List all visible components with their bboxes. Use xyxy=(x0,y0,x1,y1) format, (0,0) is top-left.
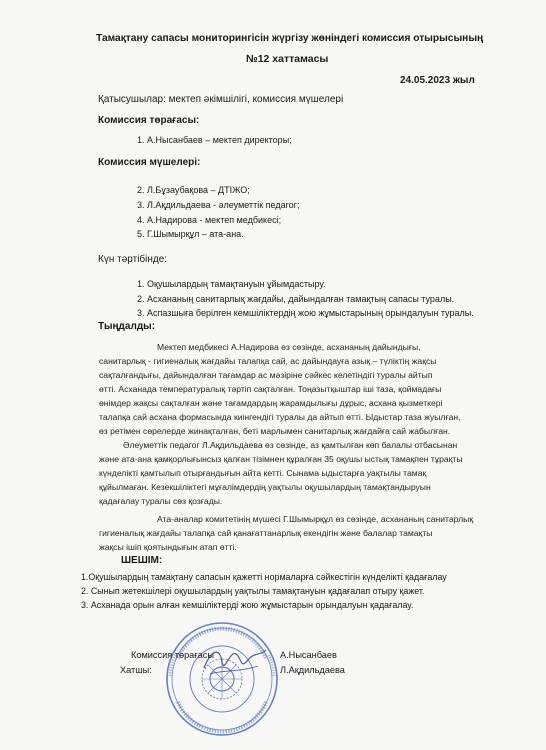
signature-role: Комиссия төрағасы xyxy=(131,650,214,660)
decision-item: 2. Сынып жетекшілері оқушылардың уақтылы тамақтануын қадағалап отыру қажет. xyxy=(81,586,425,596)
signature-role: Хатшы: xyxy=(120,665,152,675)
paragraph-line: санитарлық - гигиеналық жағдайы талапқа сай, ас дайындауға азық – түліктің жақсы xyxy=(99,356,437,366)
document-title: Тамақтану сапасы мониторингісін жүргізу жөніндегі комиссия отырысының xyxy=(96,33,484,44)
chair-item: 1. А.Нысанбаев – мектеп директоры; xyxy=(137,135,292,145)
paragraph-line: Әлеуметтік педагог Л.Ақдильдаева өз сөзінде, аз қамтылған көп балалы отбасынан xyxy=(123,440,458,450)
paragraph-line: гигиеналық жағдайы талапқа сай қанағаттанарлық екендігін және балалар тамақты xyxy=(99,528,433,538)
handwritten-signature xyxy=(200,640,270,680)
participants-line: Қатысушылар: мектеп әкімшілігі, комиссия мүшелері xyxy=(98,94,344,105)
paragraph-line: құйылмаған. Кезекшіліктегі мұғалімдердің уақтылы оқушылардың тамақтандыруын xyxy=(99,482,431,492)
decision-item: 1.Оқушылардың тамақтану сапасын қажетті нормаларға сәйкестігін күнделікті қадағалау xyxy=(81,572,447,582)
paragraph-line: және ата-ана қамқорлығынсыз қалған тізімнен құралған 35 оқушы ыстық тамақпен тұрақты xyxy=(99,454,463,464)
paragraph-line: Ата-аналар комитетінің мүшесі Г.Шымырқұл өз сөзінде, асхананың санитарлық xyxy=(157,514,474,524)
paragraph-line: өтті. Асханада температуралық тәртіп сақталған. Тоңазытқыштар іші таза, қоймадағы xyxy=(99,384,442,394)
agenda-heading: Күн тәртібінде: xyxy=(98,254,168,265)
member-item: 2. Л.Бұзаубақова – ДТІЖО; xyxy=(137,185,250,195)
protocol-number: №12 хаттамасы xyxy=(246,53,329,65)
paragraph-line: өнімдер жақсы сақталған және тағамдардың жарамдылығы дұрыс, асхана қызметкері xyxy=(99,398,443,408)
paragraph-line: Мектеп медбикесі А.Надирова өз сөзінде, асхананың дайындығы, xyxy=(157,342,421,352)
signature-name: Л.Ақдильдаева xyxy=(280,665,345,675)
agenda-item: 3. Аспазшыға берілген кемшіліктердің жою жұмыстарының орындалуын туралы. xyxy=(137,308,474,318)
member-item: 5. Г.Шымырқұл – ата-ана. xyxy=(137,229,244,239)
paragraph-line: қадағалау туралы сөз қозғады. xyxy=(99,496,223,506)
agenda-item: 1. Оқушылардың тамақтануын ұйымдастыру. xyxy=(137,279,326,289)
paragraph-line: күнделікті қамтылып отырғандығын айта кетті. Сынама ыдыстарға уақтылы тамақ xyxy=(99,468,427,478)
paragraph-line: сақталғандығы, дайындалған тағамдар ас мәзіріне сәйкес келетіндігі туралы айтып xyxy=(99,370,433,380)
paragraph-line: талапқа сай асхана формасында киінгендігі туралы да айтып өтті. Ыдыстар таза жуылған, xyxy=(99,412,461,422)
paragraph-line: жақсы ішіп қоятындығын атап өтті. xyxy=(99,542,237,552)
decision-item: 3. Асханада орын алған кемшіліктерді жою жұмыстарын орындалуын қадағалау. xyxy=(81,600,414,610)
protocol-date: 24.05.2023 жыл xyxy=(400,75,475,86)
members-heading: Комиссия мүшелері: xyxy=(98,157,201,168)
agenda-item: 2. Асхананың санитарлық жағдайы, дайындалған тамақтың сапасы туралы. xyxy=(137,294,455,304)
chair-heading: Комиссия төрағасы: xyxy=(98,115,200,126)
decision-heading: ШЕШІМ: xyxy=(121,555,163,566)
heard-heading: Тыңдалды: xyxy=(98,321,156,332)
member-item: 3. Л.Ақдильдаева - әлеуметтік педагог; xyxy=(137,200,300,210)
paragraph-line: өз ретімен сөрелерде жинақталған, беті марлымен санитарлық жағдайға сай жабылған. xyxy=(99,426,451,436)
signature-name: А.Нысанбаев xyxy=(280,650,337,660)
member-item: 4. А.Надирова - мектеп медбикесі; xyxy=(137,215,282,225)
